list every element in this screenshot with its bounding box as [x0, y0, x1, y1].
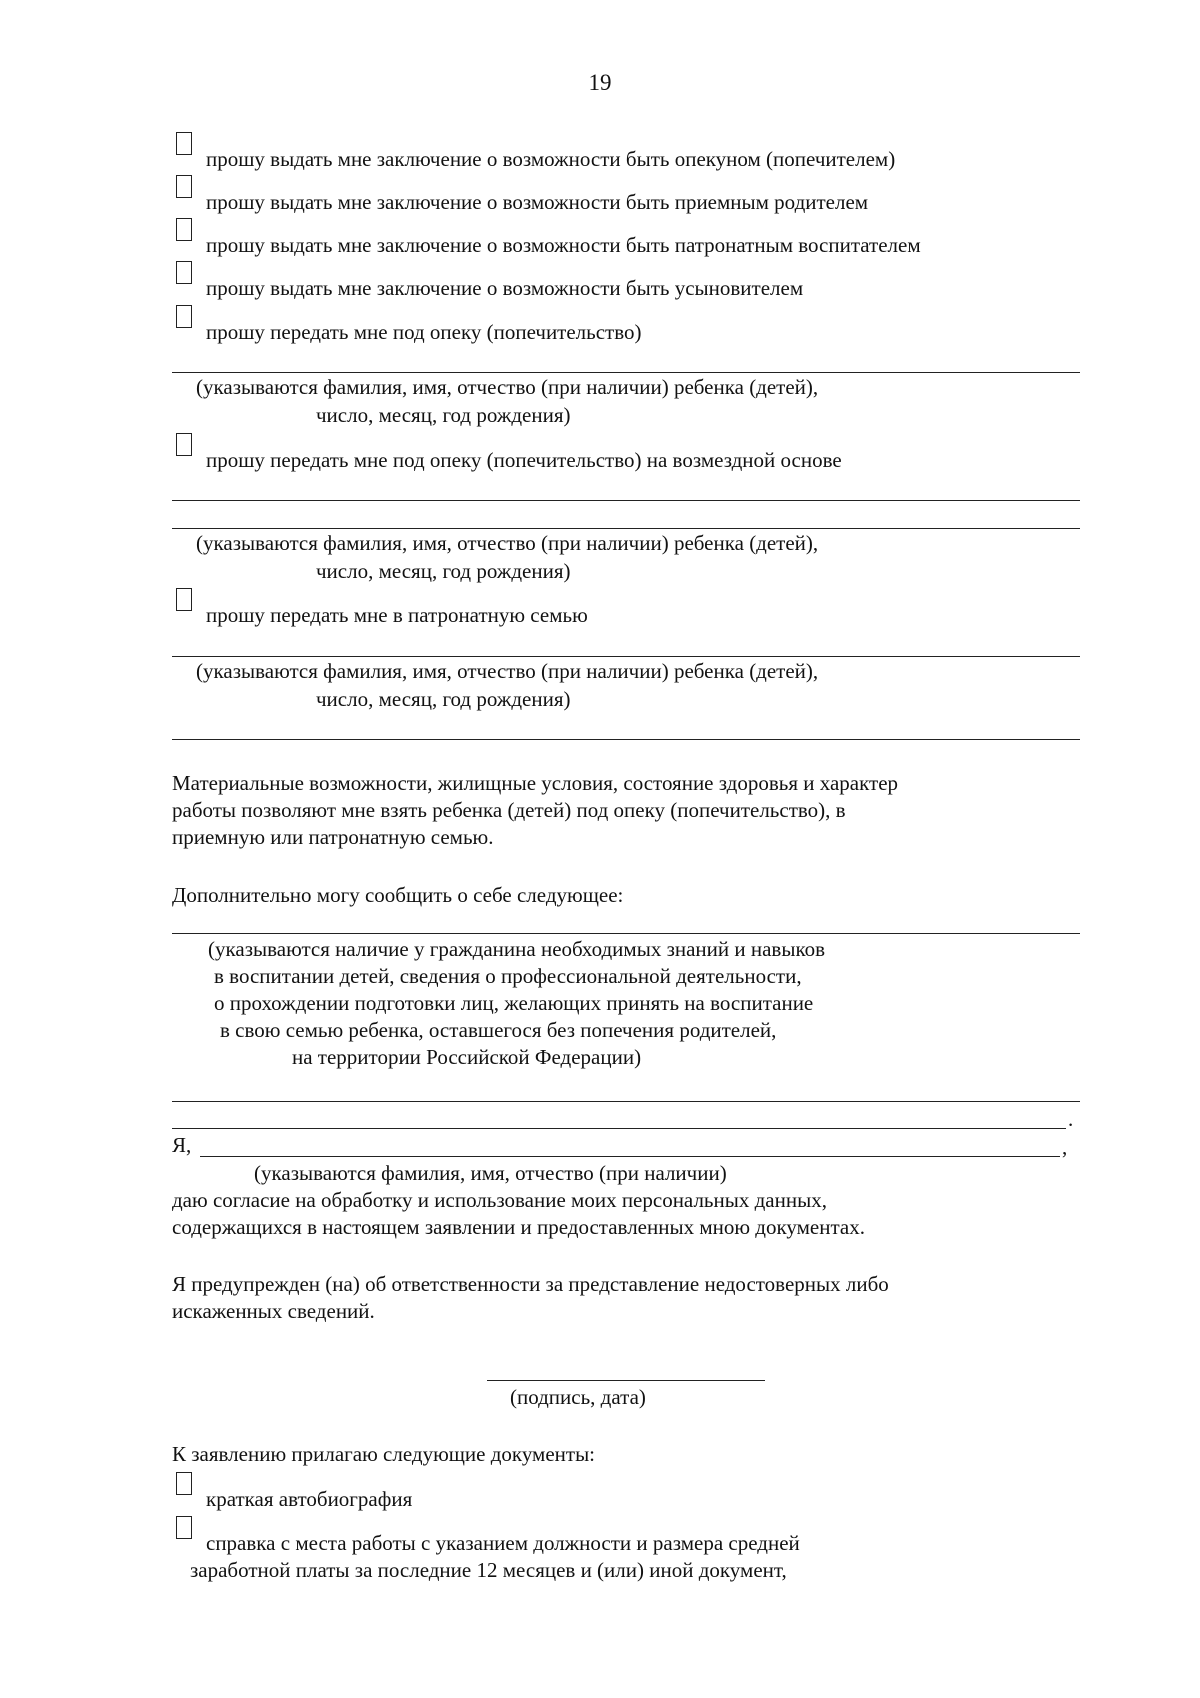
option-2-label: прошу выдать мне заключение о возможности быть приемным родителем	[206, 190, 869, 214]
checkbox-option-7[interactable]	[176, 588, 192, 611]
comma-mark: ,	[1062, 1135, 1068, 1159]
checkbox-attachment-1[interactable]	[176, 1472, 192, 1495]
material-line-3: приемную или патронатную семью.	[172, 825, 494, 849]
material-line-1: Материальные возможности, жилищные условия, состояние здоровья и характер	[172, 771, 899, 795]
additional-hint-1: (указываются наличие у гражданина необходимых знаний и навыков	[208, 937, 826, 961]
checkbox-option-1[interactable]	[176, 132, 192, 155]
option-1-label: прошу выдать мне заключение о возможности быть опекуном (попечителем)	[206, 147, 896, 171]
page-number: 19	[588, 70, 612, 95]
warning-line-2: искаженных сведений.	[172, 1299, 375, 1323]
attachment-2-label: справка с места работы с указанием должности и размера средней	[206, 1531, 800, 1555]
child-field-line-3a[interactable]	[172, 656, 1080, 657]
child-field-line-3b[interactable]	[172, 739, 1080, 740]
checkbox-option-6[interactable]	[176, 433, 192, 456]
additional-label: Дополнительно могу сообщить о себе следующее:	[172, 883, 624, 907]
attachment-2-continuation: заработной платы за последние 12 месяцев и (или) иной документ,	[190, 1558, 787, 1582]
consent-line-2: содержащихся в настоящем заявлении и предоставленных мною документах.	[172, 1215, 865, 1239]
checkbox-option-4[interactable]	[176, 261, 192, 284]
additional-hint-3: о прохождении подготовки лиц, желающих принять на воспитание	[214, 991, 814, 1015]
checkbox-option-5[interactable]	[176, 305, 192, 328]
option-6-label: прошу передать мне под опеку (попечительство) на возмездной основе	[206, 448, 842, 472]
checkbox-option-3[interactable]	[176, 218, 192, 241]
child-hint-3b: число, месяц, год рождения)	[316, 687, 571, 711]
child-hint-2b: число, месяц, год рождения)	[316, 559, 571, 583]
additional-hint-2: в воспитании детей, сведения о профессиональной деятельности,	[214, 964, 802, 988]
warning-line-1: Я предупрежден (на) об ответственности за представление недостоверных либо	[172, 1272, 889, 1296]
option-7-label: прошу передать мне в патронатную семью	[206, 603, 588, 627]
name-hint: (указываются фамилия, имя, отчество (при наличии)	[254, 1161, 727, 1185]
child-field-line-2a[interactable]	[172, 500, 1080, 501]
child-field-line-2b[interactable]	[172, 528, 1080, 529]
consent-line-1: даю согласие на обработку и использование моих персональных данных,	[172, 1188, 827, 1212]
period-mark: .	[1068, 1107, 1074, 1131]
child-hint-2a: (указываются фамилия, имя, отчество (при наличии) ребенка (детей),	[196, 531, 819, 555]
checkbox-option-2[interactable]	[176, 175, 192, 198]
option-4-label: прошу выдать мне заключение о возможности быть усыновителем	[206, 276, 804, 300]
ya-label: Я,	[172, 1133, 192, 1157]
child-hint-3a: (указываются фамилия, имя, отчество (при наличии) ребенка (детей),	[196, 659, 819, 683]
material-line-2: работы позволяют мне взять ребенка (детей) под опеку (попечительство), в	[172, 798, 846, 822]
checkbox-attachment-2[interactable]	[176, 1516, 192, 1539]
attachment-1-label: краткая автобиография	[206, 1487, 413, 1511]
child-hint-1b: число, месяц, год рождения)	[316, 403, 571, 427]
additional-hint-4: в свою семью ребенка, оставшегося без попечения родителей,	[220, 1018, 777, 1042]
additional-field-line-2[interactable]	[172, 1101, 1080, 1102]
option-3-label: прошу выдать мне заключение о возможности быть патронатным воспитателем	[206, 233, 921, 257]
child-hint-1a: (указываются фамилия, имя, отчество (при наличии) ребенка (детей),	[196, 375, 819, 399]
signature-line[interactable]	[487, 1380, 765, 1381]
option-5-label: прошу передать мне под опеку (попечительство)	[206, 320, 642, 344]
name-field-line[interactable]	[200, 1156, 1060, 1157]
additional-field-line-1[interactable]	[172, 933, 1080, 934]
attachments-label: К заявлению прилагаю следующие документы:	[172, 1442, 596, 1466]
additional-field-line-3[interactable]	[172, 1128, 1066, 1129]
child-field-line-1[interactable]	[172, 372, 1080, 373]
signature-hint: (подпись, дата)	[510, 1385, 646, 1409]
additional-hint-5: на территории Российской Федерации)	[292, 1045, 642, 1069]
